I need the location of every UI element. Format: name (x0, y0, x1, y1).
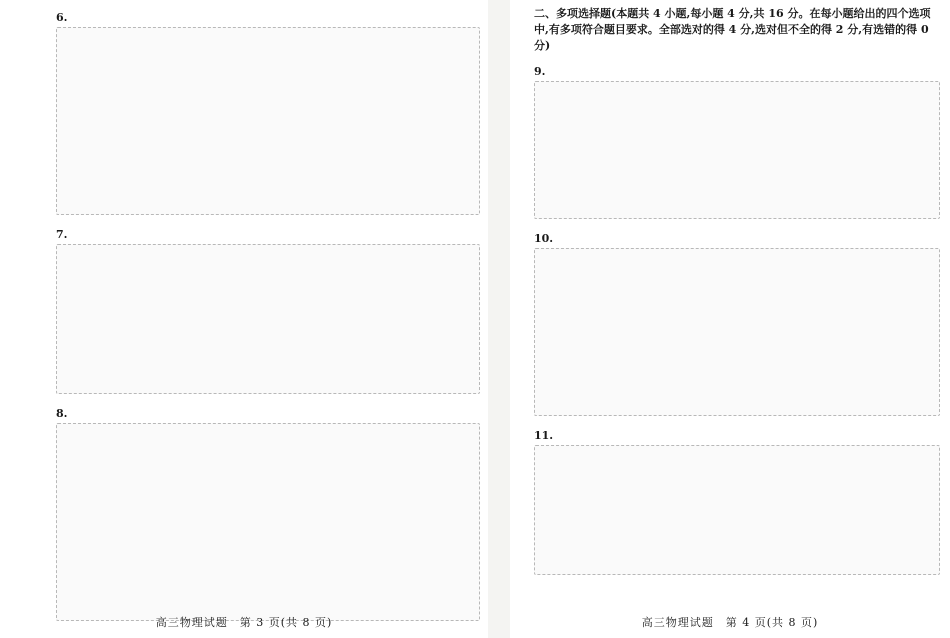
exam-page-right (510, 0, 950, 638)
question-6 (56, 6, 480, 215)
question-body-placeholder (534, 248, 940, 416)
question-body-placeholder (534, 445, 940, 575)
page-footer: 高三物理试题 第 3 页(共 8 页) (155, 616, 333, 629)
question-number: 10. (534, 232, 554, 245)
page-gutter (488, 0, 510, 638)
section-heading: 二、多项选择题(本题共 4 小题,每小题 4 分,共 16 分。在每小题给出的四个选项中,有多项符合题目要求。全部选对的得 4 分,选对但不全的得 2 分,有选错的得 0 分) (534, 7, 931, 52)
question-body-placeholder (56, 423, 480, 621)
question-8 (56, 402, 480, 621)
question-body-placeholder (56, 244, 480, 394)
question-body-placeholder (56, 27, 480, 215)
page-content (56, 6, 480, 604)
question-number: 7. (56, 228, 68, 241)
question-10 (534, 227, 940, 416)
page-footer: 高三物理试题 第 4 页(共 8 页) (641, 616, 819, 629)
question-7 (56, 223, 480, 394)
page-content (534, 6, 940, 604)
question-9 (534, 60, 940, 219)
question-11 (534, 424, 940, 575)
question-number: 11. (534, 429, 554, 442)
question-body-placeholder (534, 81, 940, 219)
question-number: 8. (56, 407, 68, 420)
question-number: 9. (534, 65, 546, 78)
question-number: 6. (56, 11, 68, 24)
